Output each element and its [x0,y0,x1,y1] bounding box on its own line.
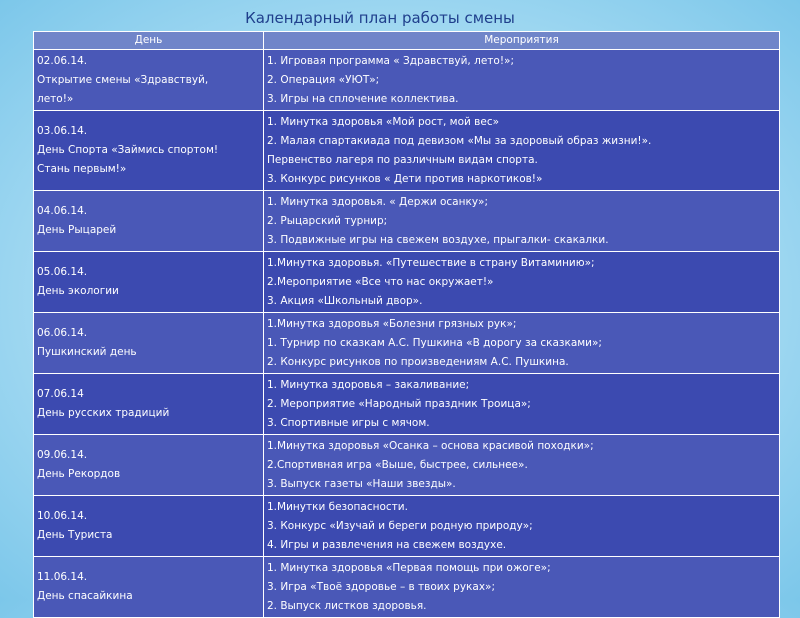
day-date: 09.06.14. [37,449,88,461]
day-title: День спасайкина [37,590,133,602]
day-title: Открытие смены «Здравствуй, [37,73,209,86]
events-cell [264,374,780,435]
table-row [34,374,780,435]
event-item: 2.Мероприятие «Все что нас окружает!» [267,275,494,288]
events-cell [264,313,780,374]
day-cell [34,374,264,435]
event-item: 3. Подвижные игры на свежем воздухе, прыгалки- скакалки. [267,233,609,246]
event-item: 2. Конкурс рисунков по произведениям А.С. Пушкина. [267,355,569,368]
event-item: 2. Малая спартакиада под девизом «Мы за здоровый образ жизни!». [267,134,652,147]
day-cell [34,50,264,111]
schedule-table [33,31,780,618]
event-item: 4. Игры и развлечения на свежем воздухе. [267,538,507,551]
day-date: 10.06.14. [37,510,88,522]
event-item: 1. Минутка здоровья – закаливание; [267,378,470,391]
day-title: День Туриста [37,529,113,541]
day-date: 02.06.14. [37,54,88,67]
event-item: Первенство лагеря по различным видам спорта. [267,153,538,166]
day-cell [34,111,264,191]
event-item: 3. Конкурс «Изучай и береги родную природу»; [267,519,533,532]
event-item: 1. Игровая программа « Здравствуй, лето!»; [267,54,514,67]
event-item: 2. Мероприятие «Народный праздник Троица»; [267,397,531,410]
day-date: 11.06.14. [37,571,88,583]
day-title: День русских традиций [37,407,170,419]
day-cell [34,557,264,618]
day-cell [34,435,264,496]
events-cell [264,557,780,618]
day-cell [34,313,264,374]
day-cell [34,496,264,557]
event-item: 3. Игры на сплочение коллектива. [267,92,459,105]
header-day: День [34,32,264,50]
day-title: День экологии [37,285,119,297]
day-cell [34,252,264,313]
event-item: 2. Выпуск листков здоровья. [267,599,427,612]
events-cell [264,252,780,313]
day-title: День Рекордов [37,468,121,480]
day-title: День Спорта «Займись спортом! [37,144,219,156]
page-title: Календарный план работы смены [245,9,515,27]
event-item: 2.Спортивная игра «Выше, быстрее, сильнее». [267,458,528,471]
day-date: 06.06.14. [37,327,88,339]
events-cell [264,191,780,252]
table-row [34,557,780,618]
event-item: 3. Игра «Твоё здоровье – в твоих руках»; [267,580,495,593]
day-date: 04.06.14. [37,205,88,217]
events-cell [264,111,780,191]
event-item: 1. Турнир по сказкам А.С. Пушкина «В дорогу за сказками»; [267,336,602,349]
day-title: лето!» [37,92,74,105]
events-cell [264,435,780,496]
events-cell [264,496,780,557]
table-row [34,435,780,496]
event-item: 2. Операция «УЮТ»; [267,73,380,86]
table-row [34,313,780,374]
day-title: Пушкинский день [37,346,137,358]
event-item: 2. Рыцарский турнир; [267,214,388,227]
event-item: 1.Минутка здоровья «Болезни грязных рук»; [267,317,517,330]
table-row [34,252,780,313]
event-item: 3. Спортивные игры с мячом. [267,416,430,429]
event-item: 3. Конкурс рисунков « Дети против наркотиков!» [267,172,543,185]
event-item: 3. Выпуск газеты «Наши звезды». [267,477,456,490]
day-cell [34,191,264,252]
table-row [34,111,780,191]
event-item: 1.Минутка здоровья «Осанка – основа красивой походки»; [267,439,594,452]
header-row [34,32,780,50]
day-date: 03.06.14. [37,125,88,137]
day-date: 07.06.14 [37,388,84,400]
table-row [34,50,780,111]
header-events: Мероприятия [264,32,780,50]
event-item: 1. Минутка здоровья. « Держи осанку»; [267,195,488,208]
event-item: 3. Акция «Школьный двор». [267,294,423,307]
event-item: 1.Минутки безопасности. [267,500,408,513]
event-item: 1. Минутка здоровья «Мой рост, мой вес» [267,115,500,128]
day-title: Стань первым!» [37,163,127,175]
day-title: День Рыцарей [37,224,117,236]
event-item: 1. Минутка здоровья «Первая помощь при ожоге»; [267,561,551,574]
event-item: 1.Минутка здоровья. «Путешествие в страну Витаминию»; [267,256,595,269]
table-row [34,191,780,252]
events-cell [264,50,780,111]
day-date: 05.06.14. [37,266,88,278]
table-row [34,496,780,557]
